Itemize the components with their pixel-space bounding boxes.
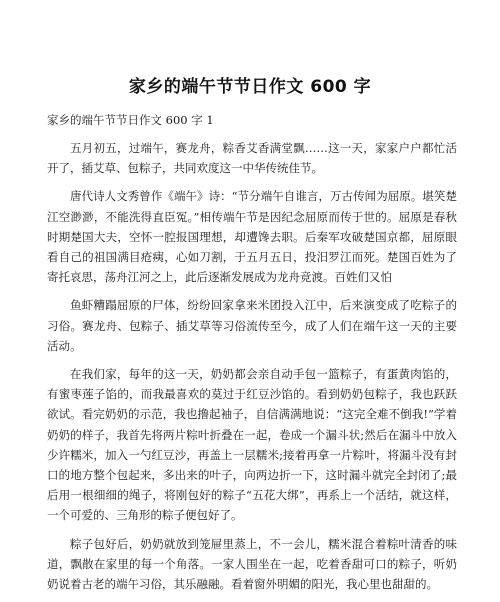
- section-subtitle: 家乡的端午节节日作文 600 字 1: [47, 113, 214, 127]
- paragraph-4: 在我们家，每年的这一天，奶奶都会亲自动手包一篮粽子，有蛋黄肉馅的，有蜜枣莲子馅的，而我最喜欢的莫过于红豆沙馅的。看到奶奶包粽子，我也跃跃欲试。看完奶奶的示范，我也撸起袖子，自信满满地说：“这完全难不倒我!”学着奶奶的样子，我首先将两片粽叶折叠在一起，卷成一个漏斗状;然后在漏斗中放入少许糯米，加入一勺红豆沙，再盖上一层糯米;接着再拿一片粽叶，将漏斗没有封口的地方整个包起来，多出来的叶子，向两边折一下，这时漏斗就完全封闭了;最后用一根细细的绳子，将刚包好的粽子“五花大绑”，再系上一个活结，就这样，一个可爱的、三角形的粽子便包好了。: [47, 367, 457, 523]
- document-title: 家乡的端午节节日作文 600 字: [128, 77, 372, 97]
- document-body: [47, 110, 457, 602]
- paragraph-3: 鱼虾糟蹋屈原的尸体，纷纷回家拿来米团投入江中，后来演变成了吃粽子的习俗。赛龙舟、包粽子、插艾草等习俗流传至今，成了人们在端午这一天的主要活动。: [47, 298, 457, 353]
- paragraph-5: 粽子包好后，奶奶就放到笼屉里蒸上，不一会儿，糯米混合着粽叶清香的味道，飘散在家里的每一个角落。一家人围坐在一起，吃着香甜可口的粽子，听奶奶说着古老的端午习俗，其乐融融。看着窗外明媚的阳光，我心里也甜甜的。: [47, 536, 457, 592]
- paragraph-1: 五月初五，过端午，赛龙舟，粽香艾香满堂飘……这一天，家家户户都忙活开了，插艾草、包粽子，共同欢度这一中华传统佳节。: [47, 141, 457, 176]
- paragraph-2: 唐代诗人文秀曾作《端午》诗：“节分端午自谁言，万古传闻为屈原。堪笑楚江空渺渺，不能洗得直臣冤。”相传端午节是因纪念屈原而传于世的。屈原是春秋时期楚国大夫，空怀一腔报国理想，却遭馋去职。后秦军攻破楚国京都，屈原眼看自己的祖国满目疮痍，心如刀割，于五月五日，投汨罗江而死。楚国百姓为了寄托哀思，荡舟江河之上，此后逐渐发展成为龙舟竞渡。百姓们又怕: [47, 189, 457, 285]
